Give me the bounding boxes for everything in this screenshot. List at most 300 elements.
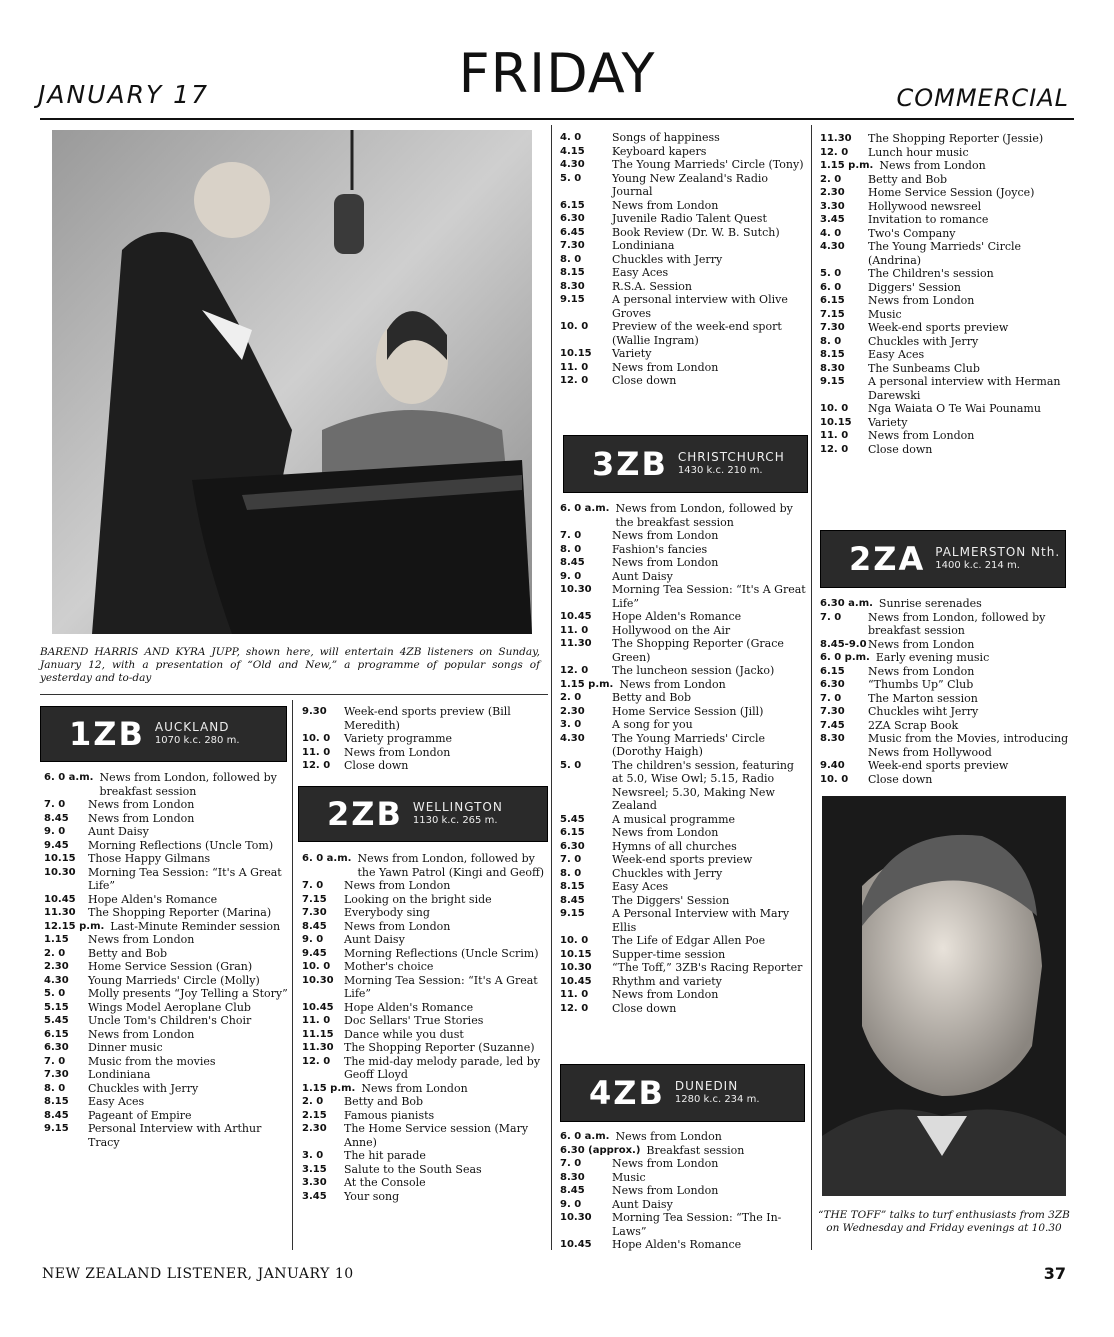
schedule-program: Dinner music <box>88 1041 163 1054</box>
schedule-program: Aunt Daisy <box>612 1197 673 1211</box>
schedule-time: 4.30 <box>820 241 845 252</box>
schedule-entry <box>302 1028 548 1042</box>
studio-photo-caption: BAREND HARRIS AND KYRA JUPP, shown here, will entertain 4ZB listeners on Sunday, January 12, with a presentation of “Old and New,” a programme of popular songs of yesterday and to-day <box>40 646 540 685</box>
schedule-entry <box>820 638 1070 652</box>
schedule-entry <box>560 759 808 813</box>
schedule-time: 11.30 <box>560 638 592 649</box>
schedule-entry <box>302 974 548 1001</box>
schedule-time: 11. 0 <box>560 361 589 373</box>
schedule-program: News from London <box>619 677 726 691</box>
schedule-entry <box>560 961 808 975</box>
schedule-program: Aunt Daisy <box>88 825 149 838</box>
schedule-program: Wings Model Aeroplane Club <box>88 1000 251 1014</box>
schedule-time: 6. 0 p.m. <box>820 652 870 663</box>
schedule-time: 4.30 <box>560 732 585 744</box>
station-banner-4zb <box>560 1064 805 1122</box>
schedule-program: Aunt Daisy <box>612 569 673 583</box>
schedule-program: Variety <box>612 347 652 360</box>
schedule-entry <box>560 1238 808 1252</box>
schedule-program: Looking on the bright side <box>344 892 492 906</box>
schedule-time: 11.15 <box>302 1028 334 1040</box>
schedule-entry <box>560 718 808 732</box>
schedule-entry <box>302 906 548 920</box>
schedule-program: The Life of Edgar Allen Poe <box>612 934 766 947</box>
station-callsign: 3ZB <box>592 445 668 483</box>
schedule-entry <box>560 1171 808 1185</box>
schedule-time: 3. 0 <box>302 1150 324 1161</box>
schedule-time: 7. 0 <box>560 1158 582 1169</box>
schedule-time: 9. 0 <box>302 934 324 945</box>
schedule-time: 11.30 <box>302 1042 334 1053</box>
schedule-entry <box>44 920 288 934</box>
schedule-time: 6.15 <box>44 1028 69 1040</box>
schedule-program: The Young Marrieds' Circle (Tony) <box>612 158 804 171</box>
schedule-program: News from London, followed by the Yawn Patrol (Kingi and Geoff) <box>357 852 545 879</box>
schedule-program: Hollywood on the Air <box>612 623 731 637</box>
schedule-program: Hope Alden's Romance <box>344 1000 474 1014</box>
schedule-program: Molly presents “Joy Telling a Story” <box>88 987 288 1000</box>
schedule-program: News from London <box>344 745 451 759</box>
schedule-program: A song for you <box>612 718 693 731</box>
schedule-program: Variety programme <box>344 732 453 745</box>
schedule-entry <box>820 443 1070 457</box>
schedule-entry <box>302 1149 548 1163</box>
schedule-entry <box>44 798 288 812</box>
schedule-entry <box>44 1082 288 1096</box>
schedule-program: Famous pianists <box>344 1108 435 1122</box>
schedule-program: Home Service Session (Joyce) <box>868 186 1035 199</box>
schedule-2za <box>820 597 1070 786</box>
section-label: COMMERCIAL <box>896 84 1069 112</box>
schedule-program: Dance while you dust <box>344 1027 464 1041</box>
schedule-program: Music <box>868 307 902 321</box>
station-frequency: 1280 k.c. 234 m. <box>674 1094 760 1105</box>
schedule-program: Easy Aces <box>612 880 669 893</box>
schedule-program: Your song <box>344 1189 400 1203</box>
schedule-entry <box>560 199 808 213</box>
schedule-entry <box>560 1144 808 1158</box>
schedule-program: A musical programme <box>612 812 736 826</box>
schedule-time: 11. 0 <box>302 746 331 758</box>
schedule-time: 10.30 <box>560 962 592 973</box>
station-city: DUNEDIN <box>674 1079 739 1093</box>
schedule-program: News from London <box>868 294 975 307</box>
schedule-time: 2.15 <box>302 1109 327 1121</box>
schedule-entry <box>560 826 808 840</box>
schedule-program: Juvenile Radio Talent Quest <box>612 212 767 225</box>
station-city: WELLINGTON <box>412 800 503 814</box>
schedule-program: Keyboard kapers <box>612 144 707 158</box>
schedule-program: The children's session, featuring at 5.0, Wise Owl; 5.15, Radio Newsreel; 5.30, Making New Zealand <box>612 758 794 812</box>
schedule-program: At the Console <box>344 1176 426 1189</box>
schedule-time: 12. 0 <box>820 443 849 455</box>
schedule-entry <box>820 678 1070 692</box>
schedule-program: Close down <box>868 772 933 786</box>
schedule-program: News from London <box>344 879 451 892</box>
schedule-time: 10.15 <box>560 948 592 960</box>
schedule-time: 9.15 <box>820 376 845 387</box>
schedule-entry <box>44 866 288 893</box>
schedule-program: Easy Aces <box>88 1095 145 1108</box>
schedule-program: News from London <box>612 1157 719 1170</box>
schedule-program: The Shopping Reporter (Suzanne) <box>344 1041 535 1054</box>
schedule-program: The Sunbeams Club <box>868 361 980 375</box>
schedule-entry <box>560 894 808 908</box>
schedule-entry <box>302 732 548 746</box>
schedule-entry <box>44 974 288 988</box>
schedule-time: 1.15 p.m. <box>560 678 614 690</box>
schedule-program: A personal interview with Olive Groves <box>612 293 788 320</box>
schedule-program: News from London <box>612 556 719 569</box>
schedule-entry <box>44 825 288 839</box>
schedule-entry <box>560 543 808 557</box>
schedule-program: News from London <box>612 360 719 374</box>
schedule-entry <box>44 1055 288 1069</box>
schedule-time: 3.45 <box>820 214 845 225</box>
schedule-time: 5.45 <box>44 1015 69 1026</box>
schedule-time: 6. 0 a.m. <box>44 772 94 783</box>
schedule-program: Chuckles with Jerry <box>612 252 723 266</box>
schedule-time: 7.15 <box>820 308 845 320</box>
column-divider <box>292 700 293 1250</box>
schedule-program: Lunch hour music <box>868 145 969 159</box>
schedule-time: 10.45 <box>560 611 592 622</box>
station-callsign: 2ZB <box>327 795 403 833</box>
schedule-entry <box>302 759 548 773</box>
station-frequency: 1430 k.c. 210 m. <box>677 465 763 476</box>
schedule-program: News from London <box>612 1184 719 1197</box>
schedule-entry <box>820 227 1070 241</box>
schedule-time: 4. 0 <box>820 227 842 239</box>
schedule-program: Young New Zealand's Radio Journal <box>612 171 769 198</box>
schedule-time: 7. 0 <box>820 692 842 704</box>
schedule-program: Those Happy Gilmans <box>88 852 211 865</box>
schedule-program: Betty and Bob <box>344 1095 424 1108</box>
station-city: AUCKLAND <box>154 720 230 734</box>
schedule-entry <box>560 570 808 584</box>
schedule-entry <box>560 253 808 267</box>
schedule-time: 10.15 <box>820 416 852 428</box>
schedule-4zb <box>560 1130 808 1252</box>
schedule-program: Uncle Tom's Children's Choir <box>88 1014 252 1027</box>
schedule-entry <box>560 347 808 361</box>
schedule-program: 2ZA Scrap Book <box>868 718 959 732</box>
schedule-program: The Young Marrieds' Circle (Andrina) <box>868 240 1022 267</box>
schedule-3zb <box>560 502 808 1015</box>
schedule-entry <box>44 1109 288 1123</box>
schedule-time: 4.30 <box>560 159 585 170</box>
schedule-entry <box>302 1055 548 1082</box>
schedule-time: 8.45 <box>560 1185 585 1196</box>
schedule-program: News from London <box>612 988 719 1001</box>
schedule-program: News from London <box>88 798 195 811</box>
schedule-program: News from London <box>361 1081 468 1095</box>
column-divider <box>551 125 552 1250</box>
schedule-entry <box>820 611 1070 638</box>
schedule-entry <box>44 1028 288 1042</box>
schedule-entry <box>560 293 808 320</box>
schedule-program: Hope Alden's Romance <box>88 892 218 906</box>
schedule-program: Salute to the South Seas <box>344 1162 482 1176</box>
schedule-program: Supper-time session <box>612 947 726 961</box>
schedule-time: 2. 0 <box>302 1096 324 1107</box>
schedule-time: 3.15 <box>302 1163 327 1175</box>
schedule-time: 4.15 <box>560 145 585 157</box>
schedule-program: Home Service Session (Gran) <box>88 960 253 973</box>
schedule-time: 4.30 <box>44 974 69 986</box>
schedule-program: Doc Sellars' True Stories <box>344 1014 484 1027</box>
schedule-program: Early evening music <box>875 651 990 664</box>
schedule-entry <box>820 146 1070 160</box>
schedule-time: 6.30 a.m. <box>820 598 873 609</box>
page-title: FRIDAY <box>458 42 656 105</box>
schedule-time: 6.30 <box>44 1042 69 1053</box>
schedule-program: Close down <box>344 759 409 772</box>
studio-photo <box>52 130 532 634</box>
schedule-program: Easy Aces <box>868 348 925 361</box>
schedule-time: 8.45 <box>44 1109 69 1121</box>
schedule-entry <box>820 308 1070 322</box>
schedule-entry <box>560 226 808 240</box>
photo-divider <box>40 694 548 695</box>
schedule-entry <box>820 773 1070 787</box>
header-rule <box>40 118 1074 120</box>
station-banner-2zb <box>298 786 548 842</box>
schedule-program: News from London, followed by the breakfast session <box>615 502 793 529</box>
schedule-program: Nga Waiata O Te Wai Pounamu <box>868 402 1041 415</box>
schedule-entry <box>302 746 548 760</box>
schedule-time: 7. 0 <box>44 1055 66 1067</box>
schedule-time: 10. 0 <box>302 961 331 972</box>
schedule-time: 11.30 <box>820 133 852 144</box>
schedule-time: 3.30 <box>302 1177 327 1188</box>
schedule-entry <box>560 361 808 375</box>
schedule-time: 12. 0 <box>302 760 331 771</box>
schedule-time: 8.30 <box>560 1171 585 1183</box>
publication-footer: NEW ZEALAND LISTENER, JANUARY 10 <box>42 1266 354 1282</box>
schedule-time: 6.30 (approx.) <box>560 1144 641 1156</box>
schedule-program: Music <box>612 1170 646 1184</box>
schedule-program: Everybody sing <box>344 906 430 919</box>
schedule-program: Londiniana <box>88 1068 151 1081</box>
schedule-program: News from London <box>868 664 975 678</box>
schedule-time: 2. 0 <box>560 692 582 703</box>
schedule-program: Morning Reflections (Uncle Scrim) <box>344 946 539 960</box>
schedule-time: 9.15 <box>44 1123 69 1134</box>
schedule-entry <box>44 1041 288 1055</box>
schedule-program: Sunrise serenades <box>878 597 982 610</box>
schedule-entry <box>560 320 808 347</box>
schedule-time: 8.30 <box>560 280 585 292</box>
schedule-program: Close down <box>612 1001 677 1015</box>
schedule-1zb <box>44 771 288 1149</box>
schedule-time: 7. 0 <box>44 799 66 810</box>
schedule-program: Chuckles with Jerry <box>868 334 979 348</box>
schedule-time: 5.45 <box>560 813 585 825</box>
schedule-time: 1.15 <box>44 934 69 945</box>
schedule-entry <box>44 906 288 920</box>
schedule-entry <box>302 1190 548 1204</box>
schedule-time: 10. 0 <box>560 321 589 332</box>
schedule-program: Week-end sports preview <box>868 759 1009 772</box>
schedule-time: 1.15 p.m. <box>820 160 874 171</box>
schedule-entry <box>820 719 1070 733</box>
schedule-program: Morning Reflections (Uncle Tom) <box>88 838 274 852</box>
schedule-time: 11. 0 <box>560 989 589 1000</box>
schedule-time: 3.45 <box>302 1190 327 1202</box>
schedule-program: Diggers' Session <box>868 280 961 294</box>
schedule-time: 7.30 <box>820 322 845 333</box>
schedule-time: 2.30 <box>820 187 845 198</box>
schedule-time: 1.15 p.m. <box>302 1082 356 1094</box>
schedule-program: The Marton session <box>868 691 978 705</box>
schedule-program: Young Marrieds' Circle (Molly) <box>88 973 260 987</box>
schedule-time: 8.15 <box>560 881 585 892</box>
schedule-entry <box>302 1014 548 1028</box>
schedule-program: Close down <box>868 442 933 456</box>
schedule-time: 6.30 <box>820 679 845 690</box>
schedule-time: 6.15 <box>820 665 845 677</box>
schedule-time: 8.45 <box>560 557 585 568</box>
schedule-time: 6. 0 a.m. <box>560 1131 610 1142</box>
schedule-entry <box>820 159 1070 173</box>
schedule-program: News from London <box>612 826 719 839</box>
schedule-entry <box>820 375 1070 402</box>
schedule-program: Londiniana <box>612 239 675 252</box>
schedule-program: The mid-day melody parade, led by Geoff Lloyd <box>344 1054 541 1081</box>
schedule-entry <box>560 212 808 226</box>
schedule-program: Week-end sports preview <box>868 321 1009 334</box>
schedule-entry <box>560 732 808 759</box>
schedule-program: The Children's session <box>868 267 994 280</box>
schedule-program: Betty and Bob <box>612 691 692 704</box>
schedule-program: Home Service Session (Jill) <box>612 704 764 718</box>
station-banner-3zb <box>563 435 808 493</box>
schedule-entry <box>302 1095 548 1109</box>
schedule-entry <box>560 1130 808 1144</box>
schedule-time: 6. 0 a.m. <box>302 853 352 864</box>
schedule-program: Morning Tea Session: “It's A Great Life” <box>88 865 282 892</box>
schedule-time: 10.30 <box>560 1212 592 1223</box>
schedule-entry <box>302 960 548 974</box>
schedule-entry <box>302 933 548 947</box>
schedule-entry <box>820 281 1070 295</box>
schedule-entry <box>820 429 1070 443</box>
schedule-entry <box>820 200 1070 214</box>
the-toff-photo <box>822 796 1066 1196</box>
schedule-program: News from London <box>612 529 719 542</box>
schedule-program: News from London <box>868 637 975 651</box>
schedule-entry <box>302 879 548 893</box>
schedule-entry <box>302 947 548 961</box>
schedule-entry <box>820 732 1070 759</box>
schedule-time: 10.45 <box>302 1001 334 1013</box>
schedule-time: 7.30 <box>302 907 327 918</box>
schedule-program: Hollywood newsreel <box>868 199 982 213</box>
schedule-time: 9.15 <box>560 294 585 305</box>
schedule-entry <box>302 1082 548 1096</box>
schedule-program: Rhythm and variety <box>612 974 722 988</box>
schedule-time: 9. 0 <box>560 570 582 582</box>
schedule-entry <box>820 705 1070 719</box>
schedule-time: 6.15 <box>820 295 845 306</box>
schedule-time: 10.30 <box>44 866 76 878</box>
schedule-entry <box>560 1211 808 1238</box>
schedule-entry <box>560 1184 808 1198</box>
schedule-time: 8.15 <box>560 267 585 278</box>
schedule-program: News from London <box>612 198 719 212</box>
the-toff-photo-image <box>822 796 1066 1196</box>
schedule-time: 8. 0 <box>560 543 582 555</box>
schedule-entry <box>44 960 288 974</box>
schedule-entry <box>560 867 808 881</box>
schedule-program: The Shopping Reporter (Grace Green) <box>612 637 784 664</box>
schedule-time: 6.30 <box>560 213 585 224</box>
schedule-time: 8.30 <box>820 362 845 374</box>
schedule-time: 9.45 <box>302 947 327 959</box>
schedule-time: 7.30 <box>44 1069 69 1080</box>
station-frequency: 1400 k.c. 214 m. <box>935 560 1020 571</box>
schedule-entry <box>44 1095 288 1109</box>
schedule-time: 8.45 <box>44 812 69 824</box>
schedule-time: 11.30 <box>44 907 76 918</box>
schedule-program: R.S.A. Session <box>612 279 692 293</box>
schedule-entry <box>560 1002 808 1016</box>
schedule-entry <box>560 145 808 159</box>
schedule-time: 10.15 <box>560 348 592 359</box>
schedule-program: The luncheon session (Jacko) <box>612 664 775 677</box>
schedule-program: The hit parade <box>344 1149 426 1162</box>
schedule-entry <box>560 678 808 692</box>
schedule-program: Book Review (Dr. W. B. Sutch) <box>612 225 780 239</box>
schedule-entry <box>302 1041 548 1055</box>
schedule-entry <box>44 1014 288 1028</box>
schedule-program: News from London <box>879 159 986 172</box>
station-callsign: 2ZA <box>849 540 926 578</box>
schedule-time: 9.30 <box>302 706 327 717</box>
schedule-entry <box>820 321 1070 335</box>
schedule-time: 7. 0 <box>302 880 324 891</box>
schedule-program: Breakfast session <box>646 1143 745 1157</box>
schedule-time: 7.30 <box>560 240 585 251</box>
schedule-entry <box>302 893 548 907</box>
schedule-program: Last-Minute Reminder session <box>110 919 281 933</box>
schedule-entry <box>302 920 548 934</box>
schedule-time: 8. 0 <box>44 1082 66 1094</box>
schedule-program: News from London <box>868 429 975 442</box>
schedule-program: Music from the movies <box>88 1054 216 1068</box>
schedule-time: 12. 0 <box>302 1055 331 1067</box>
schedule-entry <box>560 131 808 145</box>
schedule-program: Pageant of Empire <box>88 1108 192 1122</box>
schedule-time: 3.30 <box>820 200 845 212</box>
schedule-program: Aunt Daisy <box>344 933 405 946</box>
schedule-program: Close down <box>612 374 677 387</box>
schedule-entry <box>560 374 808 388</box>
schedule-entry <box>560 705 808 719</box>
schedule-entry <box>820 651 1070 665</box>
schedule-entry <box>44 852 288 866</box>
schedule-entry <box>560 172 808 199</box>
schedule-entry <box>820 186 1070 200</box>
schedule-entry <box>302 1001 548 1015</box>
schedule-entry <box>560 1198 808 1212</box>
schedule-program: The Diggers' Session <box>612 893 730 907</box>
station-city: CHRISTCHURCH <box>677 450 785 464</box>
schedule-entry <box>560 813 808 827</box>
schedule-time: 6.15 <box>560 199 585 211</box>
schedule-entry <box>820 173 1070 187</box>
